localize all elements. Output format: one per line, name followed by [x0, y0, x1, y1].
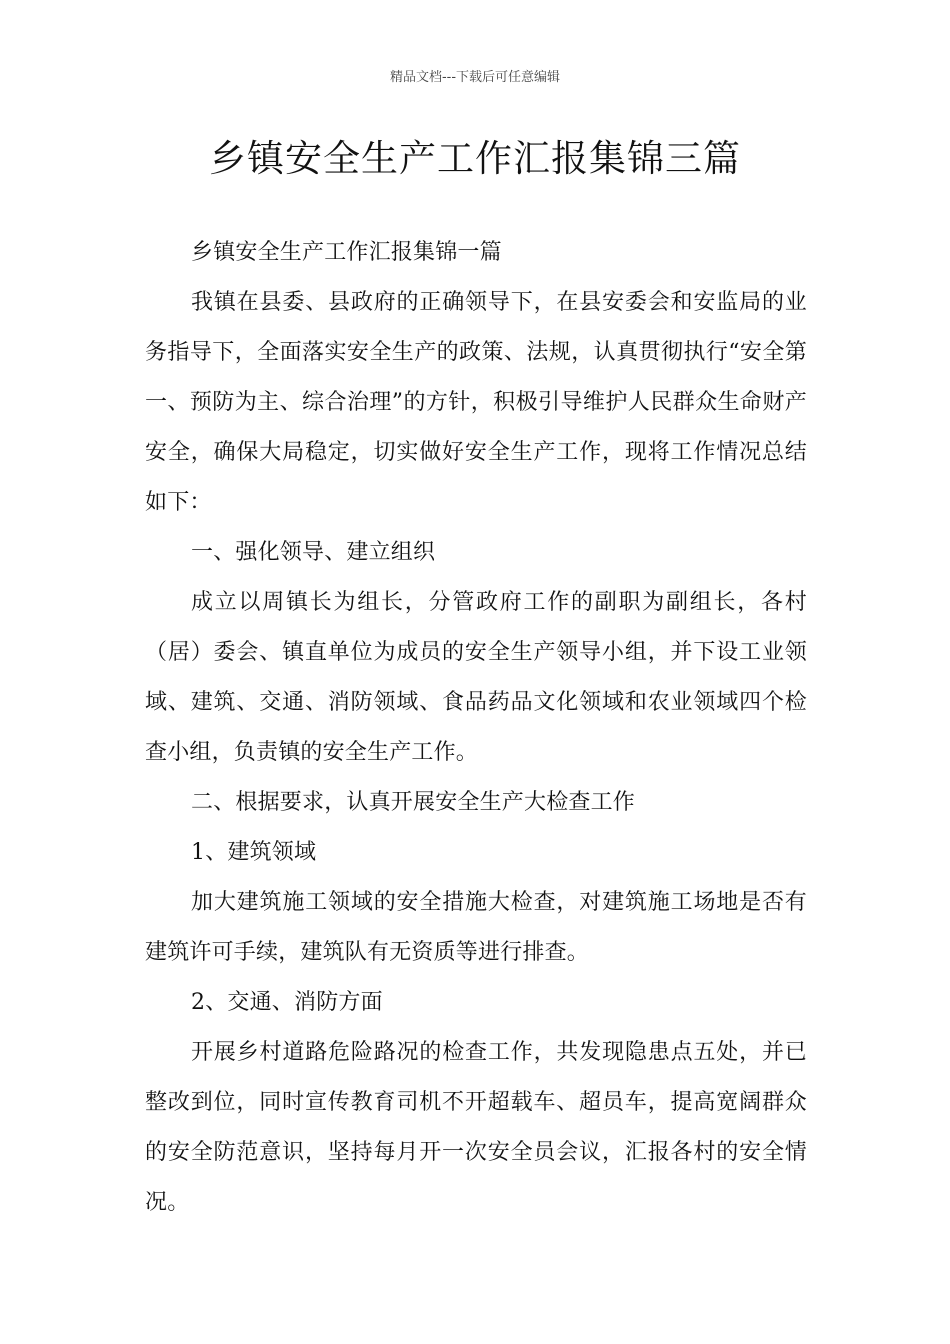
- heading-2: 二、根据要求，认真开展安全生产大检查工作: [191, 790, 636, 815]
- heading-1: 一、强化领导、建立组织: [191, 540, 436, 565]
- subheading-traffic-fire: 2、交通、消防方面: [191, 990, 383, 1015]
- paragraph-traffic-fire: 开展乡村道路危险路况的检查工作，共发现隐患点五处，并已整改到位，同时宣传教育司机不开超载车、超员车，提高宽阔群众的安全防范意识，坚持每月开一次安全员会议，汇报各村的安全情况。: [145, 1040, 807, 1215]
- page-header: 精品文档---下载后可任意编辑: [389, 70, 561, 85]
- section-subtitle: 乡镇安全生产工作汇报集锦一篇: [191, 240, 502, 265]
- paragraph-organization: 成立以周镇长为组长，分管政府工作的副职为副组长，各村（居）委会、镇直单位为成员的安全生产领导小组，并下设工业领域、建筑、交通、消防领域、食品药品文化领域和农业领域四个检查小组，负责镇的安全生产工作。: [145, 590, 807, 765]
- paragraph-construction: 加大建筑施工领域的安全措施大检查，对建筑施工场地是否有建筑许可手续，建筑队有无资质等进行排查。: [145, 890, 807, 965]
- document-body: [145, 228, 807, 1228]
- intro-paragraph: 我镇在县委、县政府的正确领导下，在县安委会和安监局的业务指导下，全面落实安全生产的政策、法规，认真贯彻执行“安全第一、预防为主、综合治理”的方针，积极引导维护人民群众生命财产安全，确保大局稳定，切实做好安全生产工作，现将工作情况总结如下：: [145, 290, 807, 515]
- document-title: 乡镇安全生产工作汇报集锦三篇: [209, 137, 741, 180]
- subheading-construction: 1、建筑领域: [191, 840, 317, 865]
